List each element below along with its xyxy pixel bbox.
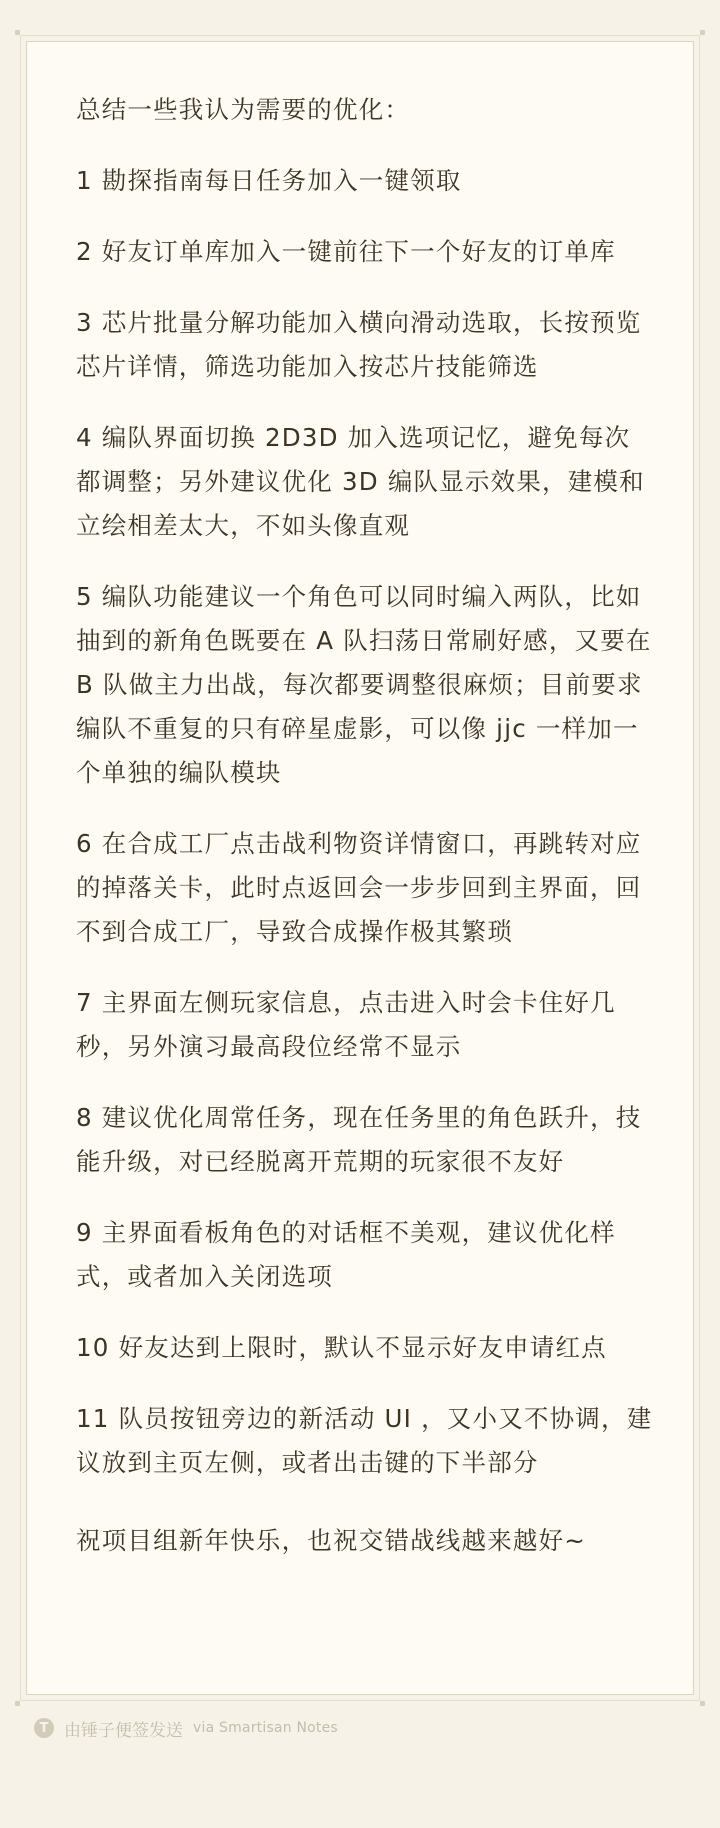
footer-sent-by-text: 由锤子便签发送	[64, 1720, 183, 1741]
note-body	[76, 88, 656, 1590]
note-item-10: 10 好友达到上限时，默认不显示好友申请红点	[76, 1333, 607, 1362]
note-item-3: 3 芯片批量分解功能加入横向滑动选取，长按预览芯片详情，筛选功能加入按芯片技能筛选	[76, 308, 642, 381]
note-item-11: 11 队员按钮旁边的新活动 UI ，又小又不协调，建议放到主页左侧，或者出击键的下半部分	[76, 1404, 653, 1477]
note-item-6: 6 在合成工厂点击战利物资详情窗口，再跳转对应的掉落关卡，此时点返回会一步步回到主界面，回不到合成工厂，导致合成操作极其繁琐	[76, 829, 642, 946]
note-closing: 祝项目组新年快乐，也祝交错战线越来越好~	[76, 1526, 587, 1555]
note-item-4: 4 编队界面切换 2D3D 加入选项记忆，避免每次都调整；另外建议优化 3D 编队显示效果，建模和立绘相差太大，不如头像直观	[76, 423, 645, 540]
note-item-9: 9 主界面看板角色的对话框不美观，建议优化样式，或者加入关闭选项	[76, 1218, 616, 1291]
footer-via-text: via Smartisan Notes	[193, 1720, 338, 1736]
corner-ornament-bottom-left	[15, 1701, 20, 1706]
footer-attribution	[34, 1716, 338, 1740]
note-item-8: 8 建议优化周常任务，现在任务里的角色跃升，技能升级，对已经脱离开荒期的玩家很不友好	[76, 1103, 642, 1176]
note-item-7: 7 主界面左侧玩家信息，点击进入时会卡住好几秒，另外演习最高段位经常不显示	[76, 988, 616, 1061]
corner-ornament-bottom-right	[700, 1701, 705, 1706]
note-item-2: 2 好友订单库加入一键前往下一个好友的订单库	[76, 237, 616, 266]
note-item-5: 5 编队功能建议一个角色可以同时编入两队，比如抽到的新角色既要在 A 队扫荡日常刷好感，又要在 B 队做主力出战，每次都要调整很麻烦；目前要求编队不重复的只有碎星虚影，可以像 jjc 一样加一个单独的编队模块	[76, 582, 652, 787]
corner-ornament-top-left	[15, 30, 20, 35]
note-item-1: 1 勘探指南每日任务加入一键领取	[76, 166, 462, 195]
corner-ornament-top-right	[700, 30, 705, 35]
smartisan-t-icon: T	[34, 1718, 54, 1738]
note-intro: 总结一些我认为需要的优化：	[76, 95, 411, 124]
